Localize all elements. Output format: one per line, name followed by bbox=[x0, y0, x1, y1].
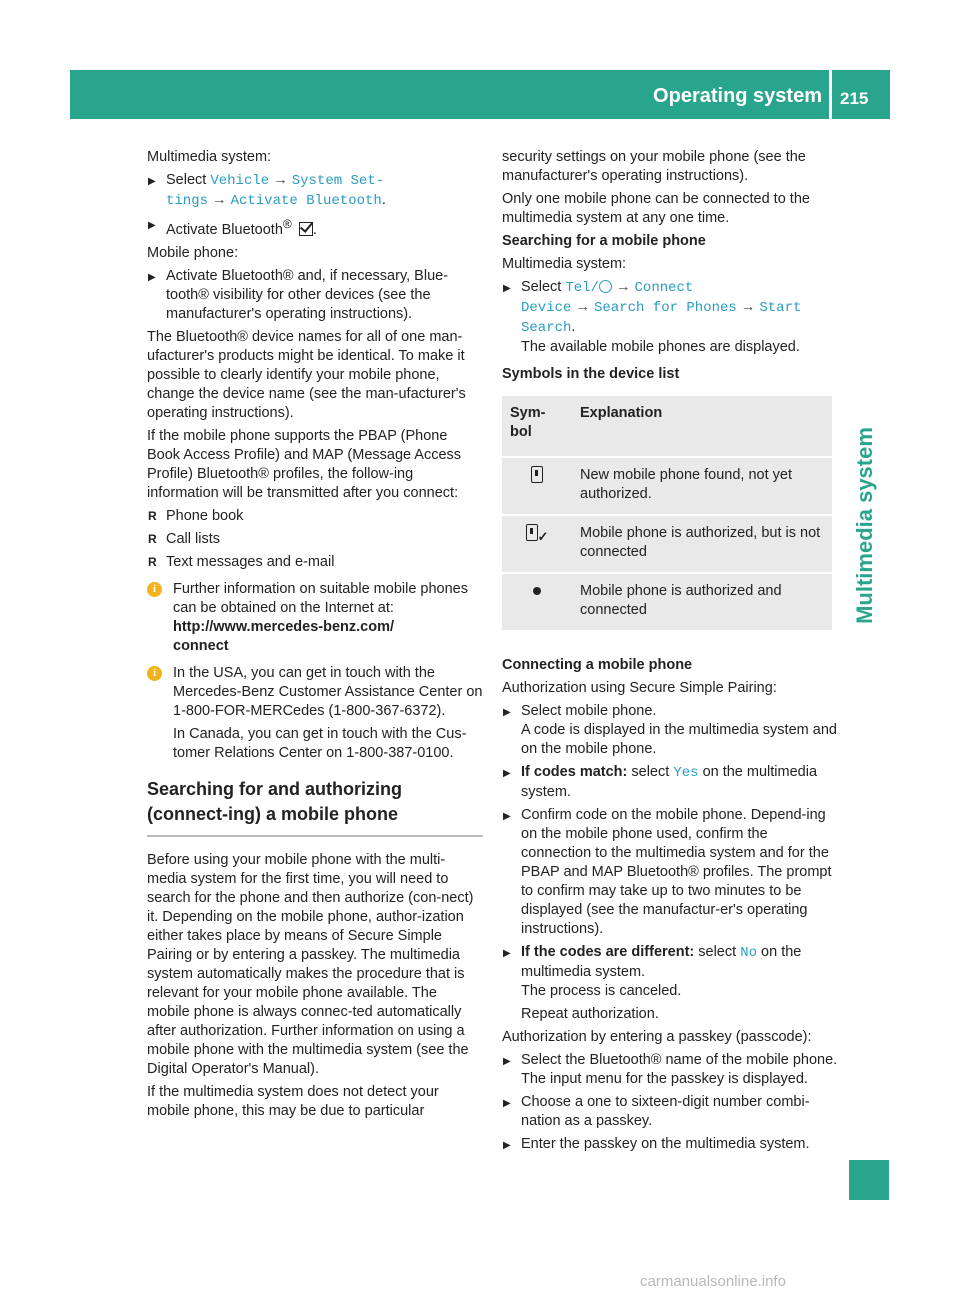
paragraph: Only one mobile phone can be connected to the multimedia system at any one time. bbox=[502, 191, 810, 226]
step-item: ▶ Choose a one to sixteen-digit number combi-nation as a passkey. bbox=[502, 1093, 838, 1131]
step-item: ▶ Select Vehicle → System Set- tings → Activate Bluetooth. bbox=[147, 171, 483, 211]
step-item: ▶ Activate Bluetooth® . bbox=[147, 215, 483, 240]
menu-item: Connect bbox=[634, 280, 694, 296]
menu-item: Tel/ bbox=[565, 280, 599, 296]
table-row: New mobile phone found, not yet authorized. bbox=[502, 458, 832, 514]
paragraph: Mobile phone: bbox=[147, 244, 239, 261]
page-number: 215 bbox=[840, 89, 869, 108]
menu-item: Yes bbox=[673, 765, 699, 781]
list-item: R Phone book bbox=[147, 507, 483, 526]
step-item: ▶ Confirm code on the mobile phone. Depend-ing on the mobile phone used, confirm the connection to the multimedia system and for the PBAP and MAP Bluetooth® profiles. The prompt to confirm may take up to two minutes to be displayed (see the manufactur-er's operating instructions). bbox=[502, 806, 838, 939]
sub-heading: Connecting a mobile phone bbox=[502, 657, 693, 673]
globe-icon bbox=[599, 280, 612, 293]
header-divider bbox=[829, 70, 832, 119]
menu-item: tings bbox=[166, 193, 209, 209]
menu-item: Search bbox=[521, 320, 572, 336]
step-item: ▶ Activate Bluetooth® and, if necessary, Blue-tooth® visibility for other devices (see the manufacturer's operating instructions). bbox=[147, 267, 483, 324]
menu-item: System Set- bbox=[291, 173, 385, 189]
step-item: ▶ Select mobile phone. A code is displayed in the multimedia system and on the mobile phone. bbox=[502, 702, 838, 759]
step-item: ▶ Select the Bluetooth® name of the mobile phone. The input menu for the passkey is displayed. bbox=[502, 1051, 838, 1089]
paragraph: If the mobile phone supports the PBAP (Phone Book Access Profile) and MAP (Message Access Profile) Bluetooth® profiles, the follow-ing information will be transmitted after you connect: bbox=[147, 427, 462, 501]
paragraph: Authorization using Secure Simple Pairing: bbox=[502, 680, 777, 696]
table-header: Explanation bbox=[572, 396, 832, 456]
side-tab-marker bbox=[849, 1160, 889, 1200]
phone-new-icon bbox=[531, 466, 543, 483]
info-note: i Further information on suitable mobile phones can be obtained on the Internet at: http://www.mercedes-benz.com/ connect bbox=[147, 580, 483, 656]
right-column bbox=[502, 148, 838, 1158]
menu-item: Search for Phones bbox=[593, 300, 737, 316]
symbol-table bbox=[502, 394, 832, 632]
paragraph: Authorization by entering a passkey (passcode): bbox=[502, 1029, 812, 1045]
table-header: Sym-bol bbox=[502, 396, 572, 456]
checkbox-icon bbox=[299, 222, 313, 236]
step-item: ▶ If the codes are different: select No on the multimedia system. The process is canceled. Repeat authorization. bbox=[502, 943, 838, 1024]
watermark: carmanualsonline.info bbox=[640, 1273, 786, 1290]
sub-heading: Searching for a mobile phone bbox=[502, 233, 706, 249]
step-item: ▶ If codes match: select Yes on the multimedia system. bbox=[502, 763, 838, 802]
menu-item: No bbox=[740, 945, 757, 961]
paragraph: security settings on your mobile phone (see the manufacturer's operating instructions). bbox=[502, 149, 806, 184]
page-header-title: Operating system bbox=[653, 85, 822, 107]
paragraph: Multimedia system: bbox=[147, 149, 272, 165]
paragraph: Multimedia system: bbox=[502, 256, 627, 272]
table-row: Mobile phone is authorized and connected bbox=[502, 574, 832, 630]
url-link[interactable]: connect bbox=[173, 637, 229, 654]
list-item: R Call lists bbox=[147, 530, 483, 549]
menu-item: Device bbox=[521, 300, 572, 316]
list-item: R Text messages and e-mail bbox=[147, 553, 483, 572]
left-column bbox=[147, 148, 483, 1125]
info-icon: i bbox=[147, 582, 162, 597]
phone-authorized-icon bbox=[526, 524, 538, 541]
section-title: Searching for and authorizing (connect-ing) a mobile phone bbox=[147, 777, 483, 837]
paragraph: Before using your mobile phone with the multi-media system for the first time, you will need to search for the phone and then authorize (con-nect) it. Depending on the mobile phone, author-ization either takes place by means of Secure Simple Pairing or by entering a passkey. The multimedia system automatically makes the procedure that is relevant for your mobile phone available. The mobile phone is always connec-ted automatically after authorization. Further information on using a mobile phone with the multimedia system (see the Digital Operator's Manual). bbox=[147, 851, 474, 1077]
side-tab-label: Multimedia system bbox=[851, 426, 877, 624]
sub-heading: Symbols in the device list bbox=[502, 366, 680, 382]
info-icon: i bbox=[147, 666, 162, 681]
menu-item: Start bbox=[759, 300, 802, 316]
menu-item: Activate Bluetooth bbox=[230, 193, 382, 209]
step-item: ▶ Enter the passkey on the multimedia system. bbox=[502, 1135, 838, 1154]
step-item: ▶ Select Tel/ → Connect Device → Search for Phones → Start Search. The available mobile phones are displayed. bbox=[502, 278, 838, 357]
side-tab bbox=[838, 395, 890, 655]
paragraph: If the multimedia system does not detect your mobile phone, this may be due to particular bbox=[147, 1083, 439, 1119]
connected-dot-icon bbox=[533, 587, 541, 595]
menu-item: Vehicle bbox=[210, 173, 270, 189]
info-note: i In the USA, you can get in touch with the Mercedes-Benz Customer Assistance Center on 1-800-FOR-MERCedes (1-800-367-6372). In Canada, you can get in touch with the Cus-tomer Relations Center on 1-800-387-0100. bbox=[147, 664, 483, 763]
table-row: ✓ Mobile phone is authorized, but is not connected bbox=[502, 516, 832, 572]
url-link[interactable]: http://www.mercedes-benz.com/ bbox=[173, 618, 395, 635]
paragraph: The Bluetooth® device names for all of one man-ufacturer's products might be identical. To make it possible to clearly identify your mobile phone, change the device name (see the man-ufacturer's operating instructions). bbox=[147, 328, 466, 421]
